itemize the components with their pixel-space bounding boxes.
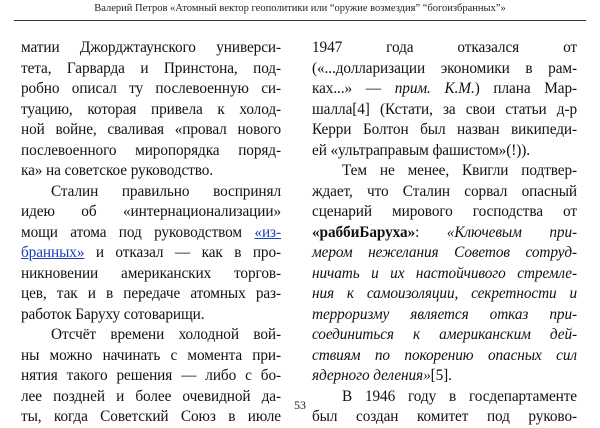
- quote-fragment: ядерного деления»: [312, 367, 431, 384]
- text-fragment: ) плана Мар-: [474, 80, 577, 97]
- text-fragment: ках...» —: [312, 80, 395, 97]
- quote-line: ничать и их настойчивого стремле-: [312, 264, 577, 282]
- quote-line: соединиться к американским дей-: [312, 326, 577, 343]
- text-line: Сталин правильно воспринял: [51, 182, 281, 200]
- text-line: ка» на советское руководство.: [21, 162, 214, 179]
- text-line: тета, Гарварда и Принстона, под-: [21, 59, 281, 77]
- text-line: сценарий мирового господства от: [312, 203, 577, 220]
- text-line: шалла[4] (Кстати, за свои статьи д-р: [312, 100, 577, 118]
- text-line: [21, 223, 281, 244]
- left-column: [21, 38, 281, 428]
- right-column: [312, 38, 577, 428]
- text-line: Тем не менее, Квигли подтвер-: [342, 162, 577, 179]
- text-line: Отсчёт времени холодной вой-: [51, 326, 281, 343]
- text-line: матии Джорджтаунского универси-: [21, 39, 281, 56]
- chosen-ones-link[interactable]: «из-: [254, 223, 281, 241]
- text-line: ждает, что Сталин сорвал опасный: [312, 182, 577, 200]
- text-line: [312, 79, 577, 100]
- text-line: никновении американских торгов-: [21, 264, 281, 282]
- text-line: («...долларизации экономики в рам-: [312, 59, 577, 77]
- text-line: был создан комитет под руково-: [312, 408, 577, 425]
- text-line: идею об «интернационализации»: [21, 203, 281, 220]
- text-line: 1947 года отказался от: [312, 39, 577, 56]
- footnote-ref: [5].: [430, 367, 452, 384]
- text-line: [312, 223, 577, 244]
- text-line: [21, 243, 281, 264]
- quote-line: терроризму является отказ при-: [312, 305, 577, 323]
- text-line: туацию, которая привела к холод-: [21, 100, 281, 118]
- text-line: лее поздней и более очевидной да-: [21, 387, 281, 405]
- text-fragment: и отказал — как в про-: [84, 244, 281, 261]
- text-line: ной войне, сваливая «провал нового: [21, 121, 281, 138]
- chosen-ones-link-cont[interactable]: бранных»: [21, 244, 85, 261]
- quote-line: ствиям по покорению опасных сил: [312, 346, 577, 364]
- text-fragment: :: [415, 223, 447, 241]
- text-line: цев, так и в передаче атомных раз-: [21, 285, 281, 302]
- text-line: ты, когда Советский Союз в июле: [21, 408, 281, 425]
- header-divider: [14, 20, 586, 21]
- text-line: работок Баруху сотоварищи.: [21, 305, 205, 323]
- text-line: ей «ультраправым фашистом»(!)).: [312, 141, 530, 159]
- text-line: нятия такого решения — либо с бо-: [21, 367, 281, 384]
- quote-fragment: «Ключевым при-: [446, 223, 578, 241]
- text-line: Керри Болтон был назван википеди-: [312, 121, 577, 138]
- quote-line: ния к самоизоляции, секретности и: [312, 285, 577, 302]
- text-line: В 1946 году в госдепартаменте: [342, 387, 577, 405]
- bold-name: «раббиБаруха»: [312, 223, 416, 241]
- text-line: [312, 366, 577, 387]
- text-line: ны можно начинать с момента при-: [21, 346, 281, 364]
- quote-line: мером нежелания Советов сотруд-: [312, 244, 577, 261]
- text-fragment: мощи атома под руководством: [21, 223, 255, 241]
- text-line: робно описал ту послевоенную си-: [21, 80, 281, 97]
- running-header: Валерий Петров «Атомный вектор геополитики или “оружие возмездия” “богоизбранных”»: [94, 3, 506, 14]
- page-number: 53: [294, 398, 306, 412]
- editor-note: прим. К.М.: [394, 80, 475, 97]
- text-line: послевоенного миропорядка поряд-: [21, 141, 281, 159]
